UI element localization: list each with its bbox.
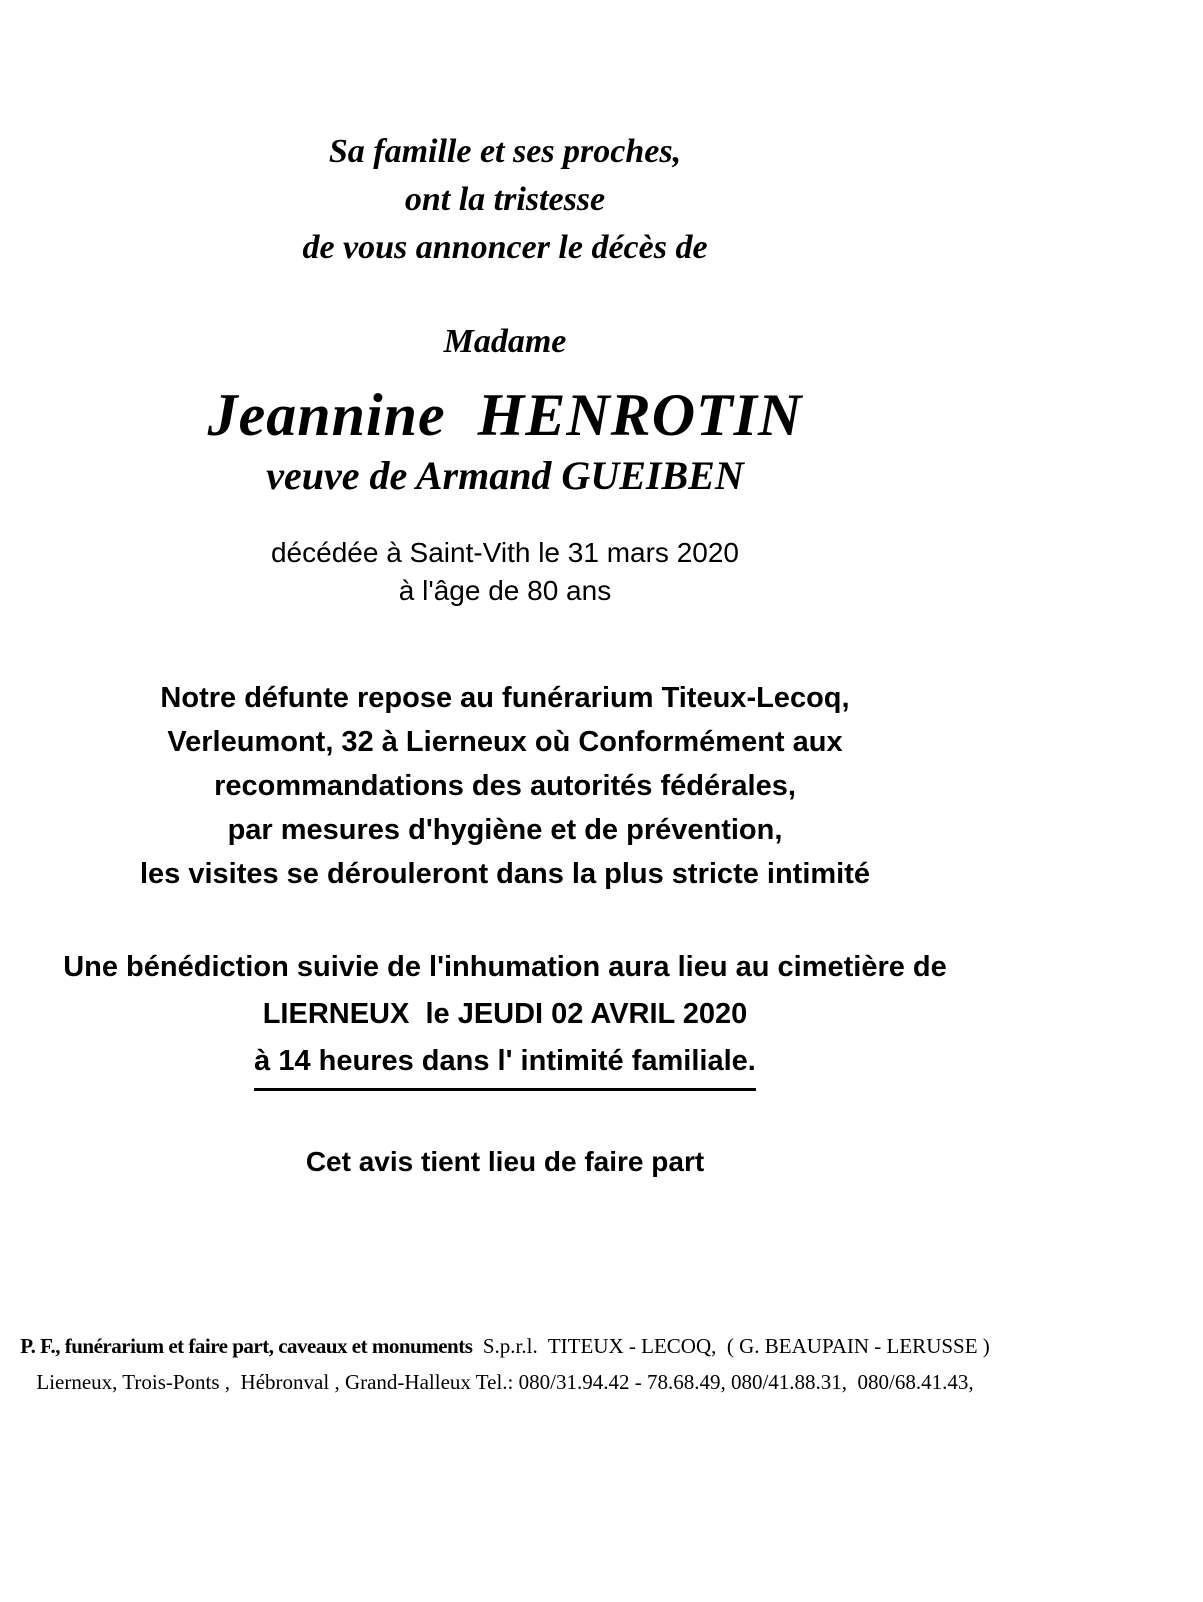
deceased-title: Madame: [443, 323, 567, 360]
deceased-name: Jeannine HENROTIN: [207, 382, 803, 448]
closing-line: Cet avis tient lieu de faire part: [305, 1146, 705, 1177]
repose-line-4: par mesures d'hygiène et de prévention,: [227, 814, 783, 846]
ceremony-time-underlined: à 14 heures dans l' intimité familiale.: [254, 1038, 756, 1091]
intro-block: [0, 128, 1010, 272]
intro-line-1: Sa famille et ses proches,: [328, 133, 682, 170]
death-info-block: [0, 534, 1010, 610]
footer-block: [0, 1328, 1010, 1400]
footer-company-name: S.p.r.l. TITEUX - LECOQ, ( G. BEAUPAIN - LERUSSE ): [472, 1334, 990, 1358]
footer-line-2: Lierneux, Trois-Ponts , Hébronval , Grand-Halleux Tel.: 080/31.94.42 - 78.68.49, 080/41.88.31, 080/68.41.43,: [36, 1370, 974, 1394]
repose-line-5: les visites se dérouleront dans la plus stricte intimité: [139, 858, 871, 890]
ceremony-line-3: [0, 1038, 1010, 1091]
repose-line-2: Verleumont, 32 à Lierneux où Conformément aux: [167, 726, 843, 758]
ceremony-line-1: Une bénédiction suivie de l'inhumation aura lieu au cimetière de: [63, 951, 947, 983]
intro-line-3: de vous annoncer le décès de: [302, 229, 708, 266]
footer-company-description: P. F., funérarium et faire part, caveaux et monuments: [20, 1334, 473, 1358]
death-age-line: à l'âge de 80 ans: [398, 575, 612, 606]
intro-line-2: ont la tristesse: [404, 181, 606, 218]
ceremony-notice-block: [0, 944, 1010, 1091]
deceased-widow-line: veuve de Armand GUEIBEN: [266, 453, 744, 498]
repose-notice-block: [0, 676, 1010, 896]
death-place-line: décédée à Saint-Vith le 31 mars 2020: [270, 537, 739, 568]
repose-line-1: Notre défunte repose au funérarium Titeux-Lecoq,: [160, 682, 850, 714]
repose-line-3: recommandations des autorités fédérales,: [214, 770, 796, 802]
footer-line-1: [0, 1328, 1010, 1364]
ceremony-line-2: LIERNEUX le JEUDI 02 AVRIL 2020: [262, 998, 748, 1030]
